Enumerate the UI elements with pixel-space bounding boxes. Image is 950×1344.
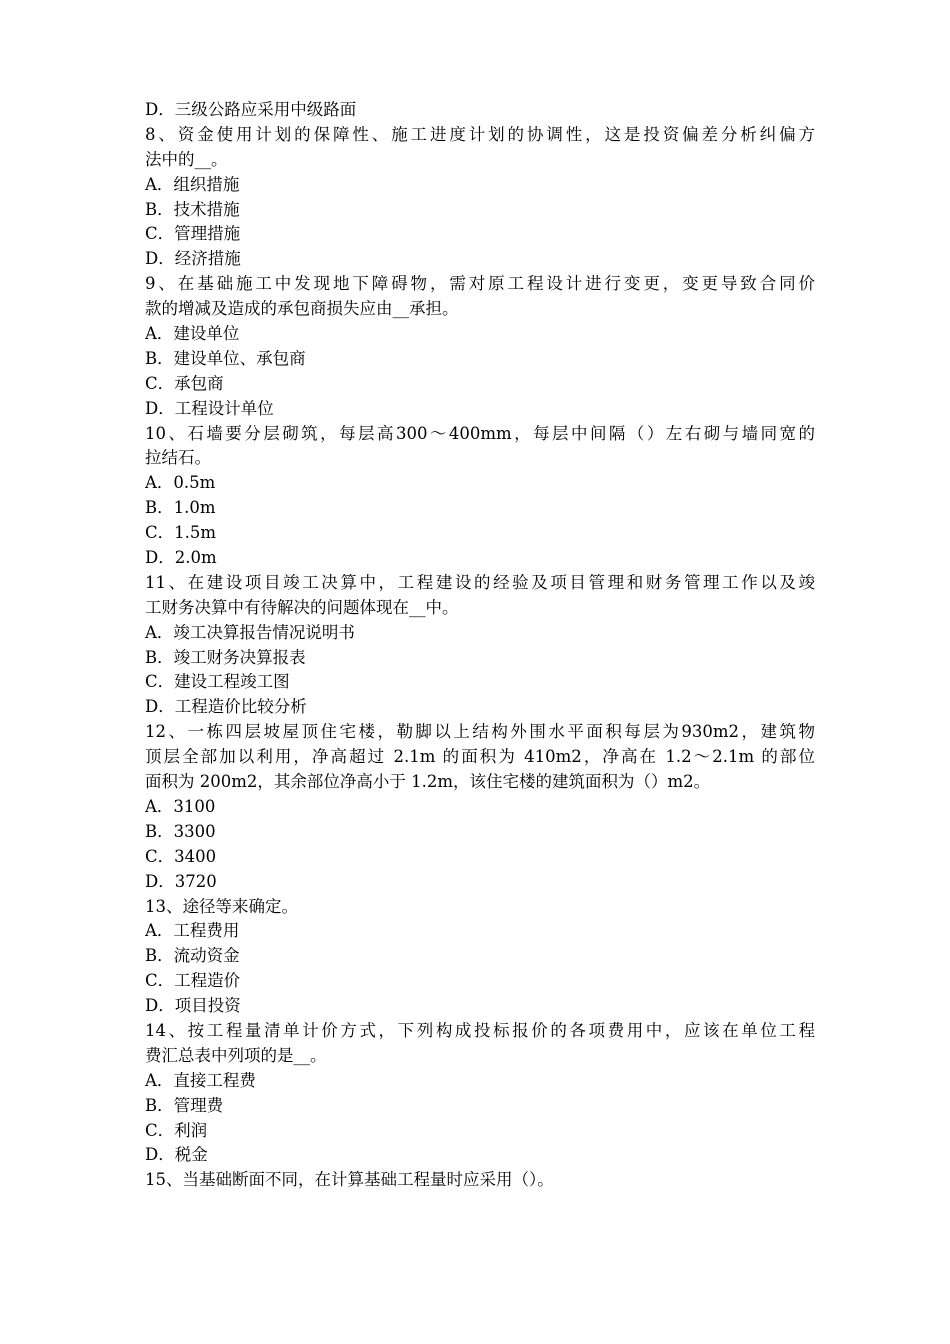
text-line: D．项目投资 [145, 996, 241, 1016]
document-body [145, 98, 815, 1193]
text-line: 11、在建设项目竣工决算中，工程建设的经验及项目管理和财务管理工作以及竣 [145, 572, 815, 592]
text-line: 费汇总表中列项的是__。 [145, 1045, 327, 1065]
text-line: 10、石墙要分层砌筑，每层高300～400mm，每层中间隔（）左右砌与墙同宽的 [145, 423, 815, 443]
text-line: B．技术措施 [145, 199, 240, 219]
text-line: C．建设工程竣工图 [145, 672, 290, 692]
text-line: 拉结石。 [145, 448, 211, 468]
text-line: C．1.5m [145, 523, 217, 543]
text-line: D．三级公路应采用中级路面 [145, 100, 357, 119]
text-line: 工财务决算中有待解决的问题体现在__中。 [145, 597, 459, 617]
text-line: C．管理措施 [145, 224, 241, 244]
text-line: B．建设单位、承包商 [145, 348, 306, 368]
text-line: 顶层全部加以利用，净高超过 2.1m 的面积为 410m2，净高在 1.2～2.1m 的部位 [145, 747, 815, 767]
text-line: 法中的__。 [145, 149, 228, 169]
text-line: C．利润 [145, 1120, 208, 1140]
text-line: C．承包商 [145, 373, 224, 393]
text-line: D．经济措施 [145, 249, 241, 269]
text-line: 12、一栋四层坡屋顶住宅楼，勒脚以上结构外围水平面积每层为930m2，建筑物 [145, 722, 815, 742]
text-line: D．工程造价比较分析 [145, 697, 307, 717]
text-line: C．3400 [145, 846, 217, 866]
text-line: B．管理费 [145, 1095, 224, 1115]
text-line: A．竣工决算报告情况说明书 [145, 622, 355, 642]
text-line: 15、当基础断面不同，在计算基础工程量时应采用（）。 [145, 1170, 554, 1190]
text-line: A．工程费用 [145, 921, 240, 941]
text-line: 9、在基础施工中发现地下障碍物，需对原工程设计进行变更，变更导致合同价 [145, 274, 815, 294]
text-line: A．建设单位 [145, 324, 240, 344]
text-line: C．工程造价 [145, 971, 241, 991]
text-line: B．竣工财务决算报表 [145, 647, 306, 667]
text-line: 13、途径等来确定。 [145, 896, 298, 916]
text-line: D．2.0m [145, 548, 217, 568]
text-line: B．1.0m [145, 498, 216, 518]
text-line: 款的增减及造成的承包商损失应由__承担。 [145, 299, 459, 319]
text-line: B．流动资金 [145, 946, 240, 966]
text-line: B．3300 [145, 821, 216, 841]
text-line: A．组织措施 [145, 174, 240, 194]
text-line: D．税金 [145, 1145, 208, 1165]
text-line: 8、资金使用计划的保障性、施工进度计划的协调性，这是投资偏差分析纠偏方 [145, 124, 815, 144]
text-line: D．工程设计单位 [145, 398, 274, 418]
text-line: 14、按工程量清单计价方式，下列构成投标报价的各项费用中，应该在单位工程 [145, 1020, 815, 1040]
text-line: 面积为 200m2，其余部位净高小于 1.2m，该住宅楼的建筑面积为（）m2。 [145, 772, 711, 792]
text-line: A．0.5m [145, 473, 216, 493]
text-line: A．3100 [145, 796, 216, 816]
text-line: A．直接工程费 [145, 1070, 256, 1090]
text-line: D．3720 [145, 871, 217, 891]
